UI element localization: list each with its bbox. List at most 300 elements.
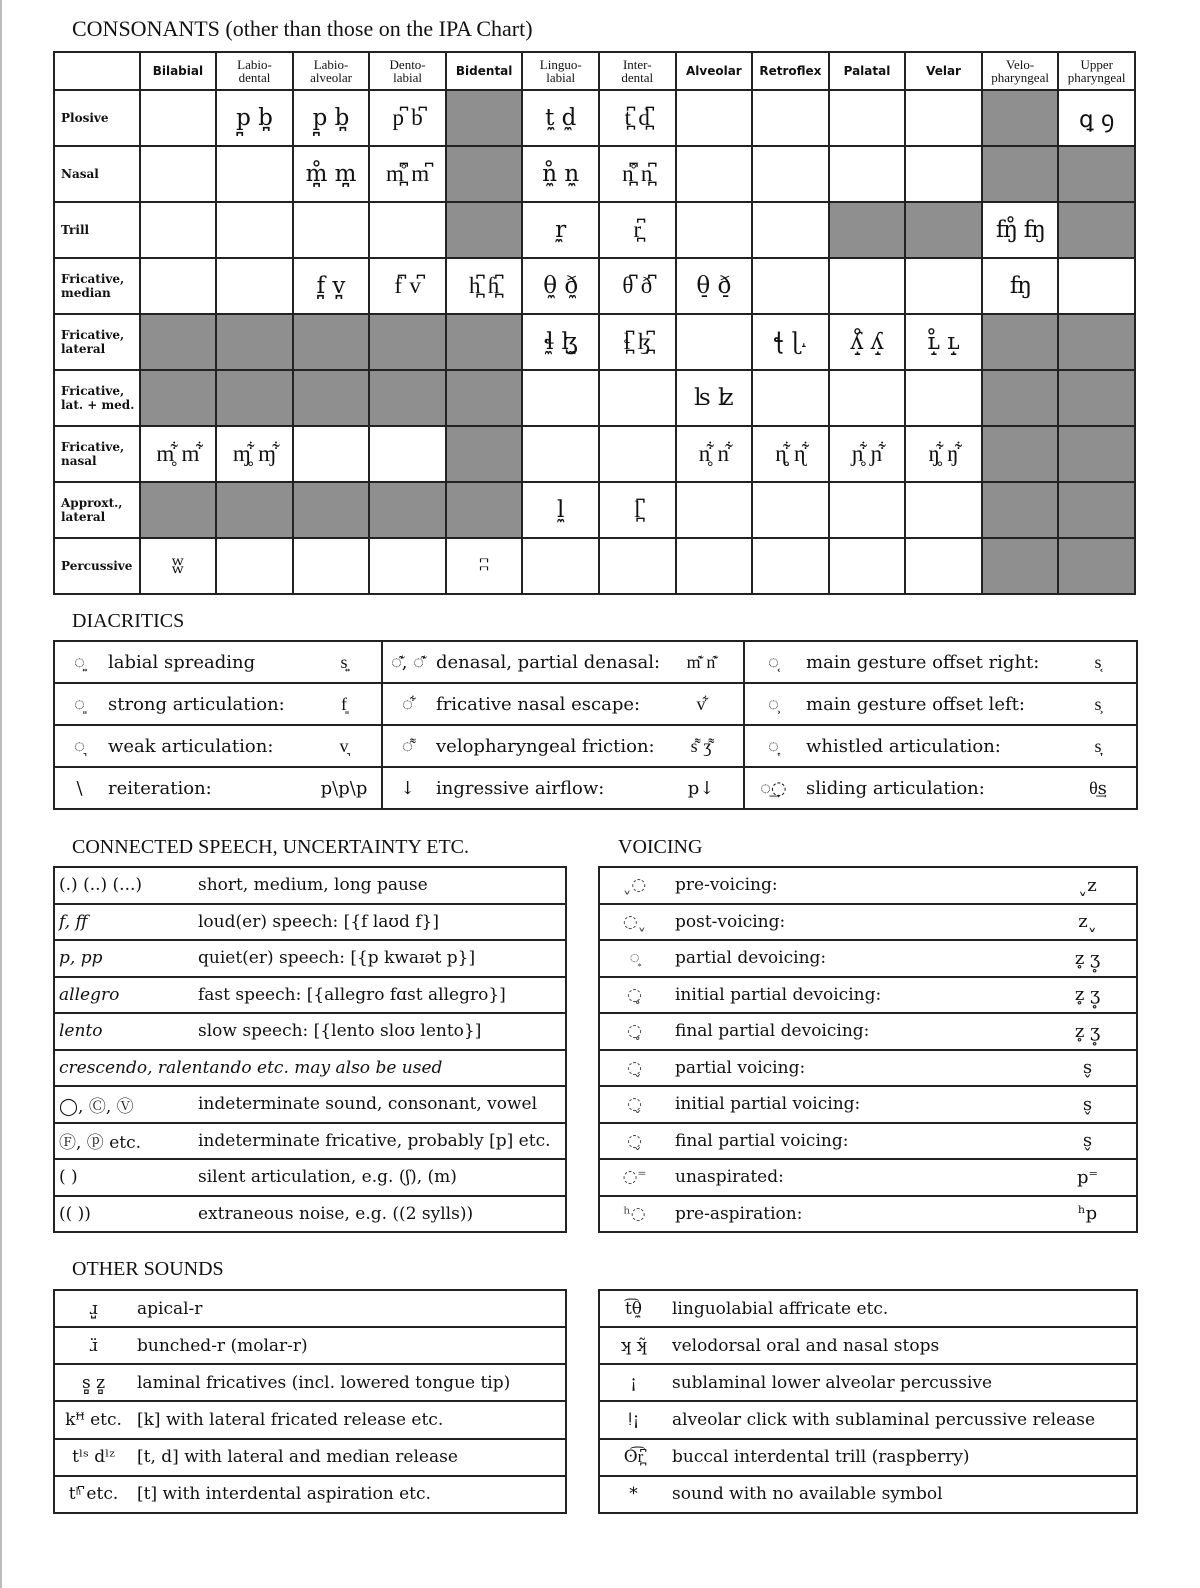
connected-speech-meaning: indeterminate sound, consonant, vowel: [194, 1086, 566, 1123]
diacritic-row: [54, 683, 1137, 725]
diacritic-example: p↓: [659, 767, 744, 809]
column-header: [905, 52, 982, 90]
diacritic-label: main gesture offset right:: [802, 641, 1060, 683]
row-header-line1: Approxt.,: [61, 496, 123, 510]
impossible-cell: [140, 482, 217, 538]
symbol-cell: r̼: [522, 202, 599, 258]
row-header: [54, 538, 140, 594]
other-sound-row: [54, 1364, 566, 1401]
diacritic-example: p\p\p: [307, 767, 382, 809]
connected-speech-row: [54, 1086, 566, 1123]
other-sound-symbol: ʘ͡r̪͆: [599, 1439, 667, 1476]
diacritic-example: f͈: [307, 683, 382, 725]
column-header: [293, 52, 370, 90]
column-header-line1: Inter-: [622, 57, 652, 72]
connected-speech-table: [53, 866, 567, 1233]
diacritic-label: sliding articulation:: [802, 767, 1060, 809]
consonant-row: [54, 258, 1135, 314]
symbol-cell: t̪͆ d̪͆: [599, 90, 676, 146]
column-header-line1: Dento-: [389, 57, 426, 72]
impossible-cell: [369, 482, 446, 538]
diacritic-row: [54, 641, 1137, 683]
symbol-cell: θ͆ ð͆: [599, 258, 676, 314]
voicing-label: final partial devoicing:: [669, 1013, 1039, 1050]
connected-speech-meaning: loud(er) speech: [{f laʊd f}]: [194, 904, 566, 941]
row-header: [54, 202, 140, 258]
row-header-line1: Percussive: [61, 559, 133, 573]
row-header: [54, 90, 140, 146]
diacritic-row: [54, 767, 1137, 809]
diacritic-icon: ◌͎: [744, 725, 802, 767]
voicing-icon: ◌̥: [599, 977, 669, 1014]
symbol-cell: ɬ̪͆ ɮ̪͆: [599, 314, 676, 370]
connected-speech-symbol: allegro: [54, 977, 194, 1014]
voicing-icon: ◌͙: [599, 940, 669, 977]
column-header: [599, 52, 676, 90]
column-header-line2: pharyngeal: [1067, 70, 1126, 85]
symbol-cell: t̼ d̼: [522, 90, 599, 146]
impossible-cell: [982, 426, 1059, 482]
column-header: [829, 52, 906, 90]
diacritic-icon: ◌͕: [744, 683, 802, 725]
voicing-icon: ʰ◌: [599, 1196, 669, 1233]
impossible-cell: [446, 370, 523, 426]
column-header-line1: Labio-: [237, 57, 272, 72]
other-sound-description: [t] with interdental aspiration etc.: [132, 1476, 566, 1513]
row-header-line1: Fricative,: [61, 384, 125, 398]
diacritic-label: weak articulation:: [104, 725, 307, 767]
diacritic-icon: ◌͋: [382, 683, 432, 725]
diacritic-example: s͍: [307, 641, 382, 683]
row-header: [54, 314, 140, 370]
diacritic-label: ingressive airflow:: [432, 767, 659, 809]
symbol-cell: [369, 426, 446, 482]
column-header-line1: Palatal: [843, 63, 891, 78]
row-header-line2: lat. + med.: [61, 398, 135, 412]
connected-speech-row: [54, 977, 566, 1014]
symbol-cell: ɱ̥͋ ɱ͋: [216, 426, 293, 482]
column-header-line2: labial: [546, 70, 576, 85]
row-header-line2: lateral: [61, 342, 106, 356]
consonant-row: [54, 314, 1135, 370]
diacritic-row: [54, 725, 1137, 767]
consonant-row: [54, 538, 1135, 594]
connected-speech-symbol: (.) (..) (...): [54, 867, 194, 904]
voicing-label: pre-aspiration:: [669, 1196, 1039, 1233]
symbol-cell: [216, 202, 293, 258]
symbol-cell: [216, 538, 293, 594]
diacritic-label: whistled articulation:: [802, 725, 1060, 767]
other-sound-row: [599, 1364, 1137, 1401]
column-header: [140, 52, 217, 90]
impossible-cell: [1058, 370, 1135, 426]
symbol-cell: [829, 538, 906, 594]
symbol-cell: [676, 90, 753, 146]
impossible-cell: [369, 314, 446, 370]
symbol-cell: [752, 258, 829, 314]
symbol-cell: [599, 426, 676, 482]
column-header: [752, 52, 829, 90]
diacritics-table: [53, 640, 1138, 810]
voicing-example: s̬: [1039, 1086, 1137, 1123]
other-sound-row: [599, 1476, 1137, 1513]
symbol-cell: θ̠ ð̠: [676, 258, 753, 314]
voicing-row: [599, 904, 1137, 941]
voicing-row: [599, 977, 1137, 1014]
symbol-cell: θ̼ ð̼: [522, 258, 599, 314]
voicing-icon: ◌̬: [599, 1123, 669, 1160]
other-sound-row: [54, 1439, 566, 1476]
impossible-cell: [446, 202, 523, 258]
impossible-cell: [982, 482, 1059, 538]
voicing-example: ʰp: [1039, 1196, 1137, 1233]
column-header: [982, 52, 1059, 90]
symbol-cell: [522, 538, 599, 594]
impossible-cell: [140, 370, 217, 426]
symbol-cell: [905, 258, 982, 314]
symbol-cell: [676, 538, 753, 594]
voicing-table: [598, 866, 1138, 1233]
other-sound-symbol: s̻ z̻: [54, 1364, 132, 1401]
impossible-cell: [446, 90, 523, 146]
other-sounds-right-table: [598, 1289, 1138, 1514]
impossible-cell: [216, 482, 293, 538]
connected-speech-meaning: fast speech: [{allegro fɑst allegro}]: [194, 977, 566, 1014]
symbol-cell: p͆ b͆: [369, 90, 446, 146]
symbol-cell: ŋ̥͋ ŋ͋: [905, 426, 982, 482]
column-header-line1: Velo-: [1006, 57, 1035, 72]
symbol-cell: [522, 426, 599, 482]
other-sound-symbol: ʞ ʞ̃: [599, 1327, 667, 1364]
row-header-line2: median: [61, 286, 111, 300]
symbol-cell: [1058, 258, 1135, 314]
diacritic-icon: ◌͢◌: [744, 767, 802, 809]
symbol-cell: [905, 146, 982, 202]
voicing-example: ˬz: [1039, 867, 1137, 904]
connected-speech-meaning: extraneous noise, e.g. ((2 sylls)): [194, 1196, 566, 1233]
impossible-cell: [1058, 202, 1135, 258]
other-sound-description: bunched-r (molar-r): [132, 1327, 566, 1364]
other-sound-description: apical-r: [132, 1290, 566, 1327]
consonants-table: [53, 51, 1136, 595]
column-header-line1: Bidental: [455, 63, 513, 78]
voicing-label: partial devoicing:: [669, 940, 1039, 977]
symbol-cell: [216, 258, 293, 314]
symbol-cell: [676, 314, 753, 370]
symbol-cell: [905, 538, 982, 594]
symbol-cell: r̪͆: [599, 202, 676, 258]
connected-speech-title: CONNECTED SPEECH, UNCERTAINTY ETC.: [72, 836, 470, 858]
impossible-cell: [1058, 146, 1135, 202]
symbol-cell: [293, 202, 370, 258]
row-header-line2: nasal: [61, 454, 97, 468]
row-header-line1: Fricative,: [61, 328, 125, 342]
other-sound-description: sublaminal lower alveolar percussive: [667, 1364, 1137, 1401]
row-header-line1: Plosive: [61, 111, 109, 125]
other-sound-symbol: t͡θ̼: [599, 1290, 667, 1327]
column-header-line2: labial: [393, 70, 423, 85]
symbol-cell: ɲ̥͋ ɲ͋: [829, 426, 906, 482]
symbol-cell: m̪̊͆ m͆: [369, 146, 446, 202]
diacritic-label: denasal, partial denasal:: [432, 641, 659, 683]
other-sounds-title: OTHER SOUNDS: [72, 1258, 224, 1280]
connected-speech-row: [54, 904, 566, 941]
other-sound-description: velodorsal oral and nasal stops: [667, 1327, 1137, 1364]
symbol-cell: [676, 482, 753, 538]
connected-speech-row: [54, 867, 566, 904]
other-sound-symbol: kꟸ etc.: [54, 1401, 132, 1438]
voicing-icon: ◌̬: [599, 1086, 669, 1123]
connected-speech-symbol: (( )): [54, 1196, 194, 1233]
symbol-cell: h̪͆ ɦ̪͆: [446, 258, 523, 314]
other-sound-row: [599, 1401, 1137, 1438]
impossible-cell: [216, 314, 293, 370]
symbol-cell: [752, 482, 829, 538]
other-sound-row: [54, 1290, 566, 1327]
symbol-cell: [829, 370, 906, 426]
symbol-cell: f͆ v͆: [369, 258, 446, 314]
symbol-cell: [905, 90, 982, 146]
symbol-cell: [140, 90, 217, 146]
other-sound-symbol: ɹ̺: [54, 1290, 132, 1327]
voicing-label: final partial voicing:: [669, 1123, 1039, 1160]
symbol-cell: ɬ̼ ɮ̼: [522, 314, 599, 370]
impossible-cell: [216, 370, 293, 426]
symbol-cell: ʩ: [982, 258, 1059, 314]
connected-speech-meaning: indeterminate fricative, probably [p] etc.: [194, 1123, 566, 1160]
impossible-cell: [293, 314, 370, 370]
symbol-cell: [905, 370, 982, 426]
diacritic-label: main gesture offset left:: [802, 683, 1060, 725]
voicing-row: [599, 1086, 1137, 1123]
consonant-row: [54, 202, 1135, 258]
symbol-cell: ʎ̝̊ ʎ̝: [829, 314, 906, 370]
symbol-cell: [829, 258, 906, 314]
column-header-line2: dental: [238, 70, 271, 85]
impossible-cell: [1058, 426, 1135, 482]
other-sounds-left-table: [53, 1289, 567, 1514]
symbol-cell: l̼: [522, 482, 599, 538]
column-header-line1: Velar: [926, 63, 961, 78]
symbol-cell: ʬ: [140, 538, 217, 594]
connected-speech-meaning: quiet(er) speech: [{p kwaɪət p}]: [194, 940, 566, 977]
connected-speech-symbol: f, ff: [54, 904, 194, 941]
diacritic-label: velopharyngeal friction:: [432, 725, 659, 767]
impossible-cell: [446, 146, 523, 202]
diacritic-label: fricative nasal escape:: [432, 683, 659, 725]
diacritic-icon: ◌͔: [744, 641, 802, 683]
symbol-cell: [369, 538, 446, 594]
symbol-cell: ʟ̝̊ ʟ̝: [905, 314, 982, 370]
symbol-cell: [829, 146, 906, 202]
symbol-cell: ꞎ ɭ˔: [752, 314, 829, 370]
symbol-cell: n̥͋ n͋: [676, 426, 753, 482]
diacritic-example: s͌ ʒ͌: [659, 725, 744, 767]
voicing-label: unaspirated:: [669, 1159, 1039, 1196]
voicing-row: [599, 1050, 1137, 1087]
column-header-line1: Retroflex: [759, 63, 822, 78]
voicing-example: zˬ: [1039, 904, 1137, 941]
impossible-cell: [1058, 482, 1135, 538]
other-sound-row: [599, 1327, 1137, 1364]
symbol-cell: [140, 258, 217, 314]
voicing-icon: ˬ◌: [599, 867, 669, 904]
symbol-cell: [676, 202, 753, 258]
column-header: [216, 52, 293, 90]
column-header: [522, 52, 599, 90]
impossible-cell: [446, 314, 523, 370]
symbol-cell: [293, 538, 370, 594]
other-sound-row: [54, 1401, 566, 1438]
row-header: [54, 146, 140, 202]
other-sound-description: [k] with lateral fricated release etc.: [132, 1401, 566, 1438]
diacritic-example: s͔: [1060, 641, 1137, 683]
impossible-cell: [369, 370, 446, 426]
row-header-line2: lateral: [61, 510, 106, 524]
voicing-row: [599, 1123, 1137, 1160]
impossible-cell: [446, 482, 523, 538]
voicing-icon: ◌̥: [599, 1013, 669, 1050]
symbol-cell: [369, 202, 446, 258]
row-header: [54, 426, 140, 482]
voicing-label: initial partial voicing:: [669, 1086, 1039, 1123]
diacritic-example: θ͢s: [1060, 767, 1137, 809]
row-header-line1: Trill: [61, 223, 90, 237]
voicing-example: z̥ ʒ̥: [1039, 1013, 1137, 1050]
row-header-line1: Fricative,: [61, 272, 125, 286]
diacritic-example: s͕: [1060, 683, 1137, 725]
consonant-row: [54, 146, 1135, 202]
symbol-cell: [216, 146, 293, 202]
diacritic-icon: \: [54, 767, 104, 809]
symbol-cell: [599, 370, 676, 426]
symbol-cell: m̪̊ m̪: [293, 146, 370, 202]
diacritic-label: labial spreading: [104, 641, 307, 683]
column-header: [369, 52, 446, 90]
column-header-line1: Labio-: [313, 57, 349, 72]
symbol-cell: [522, 370, 599, 426]
symbol-cell: l̪͆: [599, 482, 676, 538]
connected-speech-row: [54, 1123, 566, 1160]
voicing-label: partial voicing:: [669, 1050, 1039, 1087]
voicing-icon: ◌̬: [599, 1050, 669, 1087]
row-header-line1: Fricative,: [61, 440, 125, 454]
voicing-row: [599, 1196, 1137, 1233]
symbol-cell: [752, 146, 829, 202]
voicing-row: [599, 1013, 1137, 1050]
voicing-title: VOICING: [618, 836, 703, 858]
symbol-cell: f̪ v̪: [293, 258, 370, 314]
diacritic-icon: ◌͉: [54, 725, 104, 767]
other-sound-symbol: tˡˢ dˡᶻ: [54, 1439, 132, 1476]
other-sound-symbol: ɹ̈: [54, 1327, 132, 1364]
symbol-cell: p̪ b̪: [293, 90, 370, 146]
diacritic-example: v͉: [307, 725, 382, 767]
column-header-line2: pharyngeal: [991, 70, 1049, 85]
connected-speech-meaning: silent articulation, e.g. (ʃ), (m): [194, 1159, 566, 1196]
impossible-cell: [446, 426, 523, 482]
other-sound-symbol: ¡: [599, 1364, 667, 1401]
symbol-cell: [752, 370, 829, 426]
voicing-example: z̥ ʒ̥: [1039, 940, 1137, 977]
connected-speech-symbol: ◯, Ⓒ, Ⓥ: [54, 1086, 194, 1123]
impossible-cell: [982, 146, 1059, 202]
voicing-label: pre-voicing:: [669, 867, 1039, 904]
connected-speech-row: [54, 1013, 566, 1050]
connected-speech-symbol: p, pp: [54, 940, 194, 977]
column-header-line1: Linguo-: [539, 57, 582, 72]
other-sound-description: sound with no available symbol: [667, 1476, 1137, 1513]
connected-speech-row: [54, 1196, 566, 1233]
connected-speech-meaning: slow speech: [{lento sloʊ lento}]: [194, 1013, 566, 1050]
diacritic-label: strong articulation:: [104, 683, 307, 725]
column-header: [446, 52, 523, 90]
symbol-cell: ꝗ ꝯ: [1058, 90, 1135, 146]
impossible-cell: [1058, 314, 1135, 370]
row-header: [54, 482, 140, 538]
column-header: [1058, 52, 1135, 90]
voicing-example: s̬: [1039, 1050, 1137, 1087]
voicing-example: p⁼: [1039, 1159, 1137, 1196]
voicing-icon: ◌⁼: [599, 1159, 669, 1196]
voicing-example: z̥ ʒ̥: [1039, 977, 1137, 1014]
diacritic-example: m͊ n͊: [659, 641, 744, 683]
symbol-cell: ɳ̥͋ ɳ͋: [752, 426, 829, 482]
column-header-line2: alveolar: [310, 70, 352, 85]
other-sound-description: buccal interdental trill (raspberry): [667, 1439, 1137, 1476]
voicing-row: [599, 940, 1137, 977]
other-sound-symbol: *: [599, 1476, 667, 1513]
consonant-row: [54, 426, 1135, 482]
impossible-cell: [982, 90, 1059, 146]
other-sound-description: linguolabial affricate etc.: [667, 1290, 1137, 1327]
diacritic-icon: ◌͍: [54, 641, 104, 683]
impossible-cell: [1058, 538, 1135, 594]
other-sound-row: [599, 1290, 1137, 1327]
symbol-cell: ʪ ʫ: [676, 370, 753, 426]
row-header-line1: Nasal: [61, 167, 99, 181]
column-header-line1: Upper: [1080, 57, 1113, 72]
impossible-cell: [829, 202, 906, 258]
consonant-row: [54, 90, 1135, 146]
column-header: [676, 52, 753, 90]
page-left-edge: [0, 0, 2, 1588]
voicing-icon: ◌ˬ: [599, 904, 669, 941]
symbol-cell: p̪ b̪: [216, 90, 293, 146]
symbol-cell: [293, 426, 370, 482]
diacritic-example: v͋: [659, 683, 744, 725]
column-header-line2: dental: [621, 70, 654, 85]
symbol-cell: ʭ: [446, 538, 523, 594]
symbol-cell: n̪̊͆ n̪͆: [599, 146, 676, 202]
other-sound-row: [54, 1327, 566, 1364]
symbol-cell: [829, 90, 906, 146]
connected-speech-note: crescendo, ralentando etc. may also be used: [54, 1050, 566, 1087]
diacritic-icon: ◌͊, ◌͊: [382, 641, 432, 683]
voicing-label: post-voicing:: [669, 904, 1039, 941]
symbol-cell: [140, 202, 217, 258]
corner-header-cell: [54, 52, 140, 90]
row-header: [54, 370, 140, 426]
connected-speech-row: [54, 940, 566, 977]
other-sound-symbol: tʰ͆ etc.: [54, 1476, 132, 1513]
impossible-cell: [982, 538, 1059, 594]
voicing-example: s̬: [1039, 1123, 1137, 1160]
connected-speech-symbol: Ⓕ, ⓟ etc.: [54, 1123, 194, 1160]
diacritic-icon: ◌͌: [382, 725, 432, 767]
other-sound-symbol: ǃ¡: [599, 1401, 667, 1438]
voicing-row: [599, 1159, 1137, 1196]
